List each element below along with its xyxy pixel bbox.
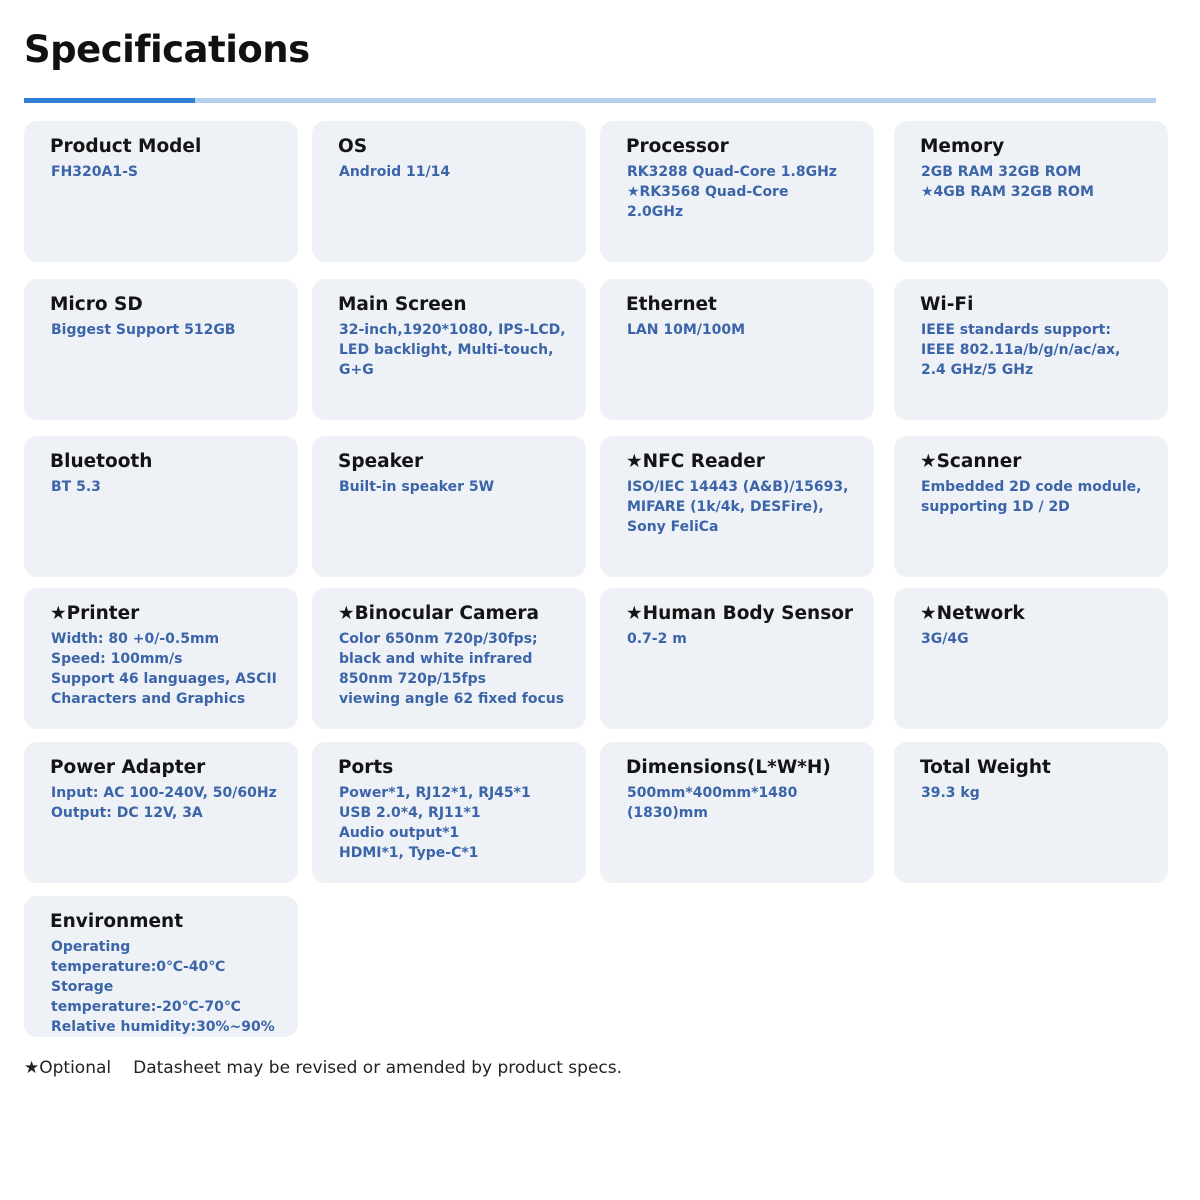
title-divider <box>24 98 1156 103</box>
spec-card-wi-fi <box>894 279 1168 420</box>
spec-card-optional-printer <box>24 588 298 729</box>
spec-card-total-weight <box>894 742 1168 883</box>
spec-value: Biggest Support 512GB <box>51 322 236 338</box>
spec-value: FH320A1-S <box>51 164 138 180</box>
spec-value: 39.3 kg <box>921 785 980 801</box>
spec-card-memory <box>894 121 1168 262</box>
spec-title: Environment <box>50 911 184 932</box>
spec-card-ethernet <box>600 279 874 420</box>
spec-title: OS <box>338 136 368 157</box>
datasheet-note: Datasheet may be revised or amended by product specs. <box>133 1058 623 1078</box>
spec-card-product-model <box>24 121 298 262</box>
title-divider-accent <box>24 98 195 103</box>
spec-card-optional-binocular-camera <box>312 588 586 729</box>
spec-card-optional-human-body-sensor <box>600 588 874 729</box>
page-title: Specifications <box>24 28 310 71</box>
spec-title: Memory <box>920 136 1005 157</box>
spec-card-optional-nfc-reader <box>600 436 874 577</box>
spec-title: ★Printer <box>50 603 140 624</box>
spec-value: RK3288 Quad-Core 1.8GHz ★RK3568 Quad-Core 2.0GHz <box>627 164 837 220</box>
spec-title: Main Screen <box>338 294 467 315</box>
spec-title: ★NFC Reader <box>626 451 765 472</box>
spec-card-main-screen <box>312 279 586 420</box>
spec-title: Product Model <box>50 136 202 157</box>
spec-title: Processor <box>626 136 729 157</box>
spec-title: Wi-Fi <box>920 294 974 315</box>
spec-card-os <box>312 121 586 262</box>
spec-title: ★Network <box>920 603 1025 624</box>
spec-value: Color 650nm 720p/30fps; black and white infrared 850nm 720p/15fps viewing angle 62 fixed focus <box>339 631 565 707</box>
spec-title: Ethernet <box>626 294 717 315</box>
spec-card-environment <box>24 896 298 1037</box>
spec-value: Android 11/14 <box>339 164 451 180</box>
spec-title: ★Scanner <box>920 451 1022 472</box>
spec-value: Width: 80 +0/-0.5mm Speed: 100mm/s Support 46 languages, ASCII Characters and Graphics <box>51 631 277 707</box>
spec-title: Micro SD <box>50 294 143 315</box>
spec-value: 500mm*400mm*1480 (1830)mm <box>627 785 798 821</box>
spec-title: Power Adapter <box>50 757 206 778</box>
spec-value: IEEE standards support: IEEE 802.11a/b/g/n/ac/ax, 2.4 GHz/5 GHz <box>921 322 1121 378</box>
spec-card-processor <box>600 121 874 262</box>
spec-card-optional-scanner <box>894 436 1168 577</box>
spec-title: Total Weight <box>920 757 1051 778</box>
spec-card-micro-sd <box>24 279 298 420</box>
spec-card-speaker <box>312 436 586 577</box>
spec-title: Speaker <box>338 451 424 472</box>
spec-value: Embedded 2D code module, supporting 1D / 2D <box>921 479 1142 515</box>
spec-card-power-adapter <box>24 742 298 883</box>
spec-card-bluetooth <box>24 436 298 577</box>
spec-value: Built-in speaker 5W <box>339 479 495 495</box>
spec-card-optional-network <box>894 588 1168 729</box>
spec-title: Dimensions(L*W*H) <box>626 757 831 778</box>
spec-title: Ports <box>338 757 394 778</box>
spec-title: ★Binocular Camera <box>338 603 539 624</box>
spec-value: 32-inch,1920*1080, IPS-LCD, LED backlight, Multi-touch, G+G <box>339 322 566 378</box>
spec-value: 2GB RAM 32GB ROM ★4GB RAM 32GB ROM <box>921 164 1094 200</box>
spec-value: 0.7-2 m <box>627 631 687 647</box>
spec-card-dimensions-l-w-h <box>600 742 874 883</box>
spec-value: BT 5.3 <box>51 479 101 495</box>
spec-title: ★Human Body Sensor <box>626 603 854 624</box>
spec-value: Power*1, RJ12*1, RJ45*1 USB 2.0*4, RJ11*1 Audio output*1 HDMI*1, Type-C*1 <box>339 785 531 861</box>
spec-value: 3G/4G <box>921 631 969 647</box>
spec-value: Input: AC 100-240V, 50/60Hz Output: DC 12V, 3A <box>51 785 277 821</box>
footer <box>24 1058 622 1078</box>
spec-title: Bluetooth <box>50 451 153 472</box>
spec-value: Operating temperature:0℃-40℃ Storage temperature:-20℃-70℃ Relative humidity:30%~90% <box>51 939 275 1035</box>
spec-card-ports <box>312 742 586 883</box>
spec-value: LAN 10M/100M <box>627 322 746 338</box>
spec-value: ISO/IEC 14443 (A&B)/15693, MIFARE (1k/4k, DESFire), Sony FeliCa <box>627 479 849 535</box>
optional-legend: ★Optional <box>24 1058 112 1078</box>
